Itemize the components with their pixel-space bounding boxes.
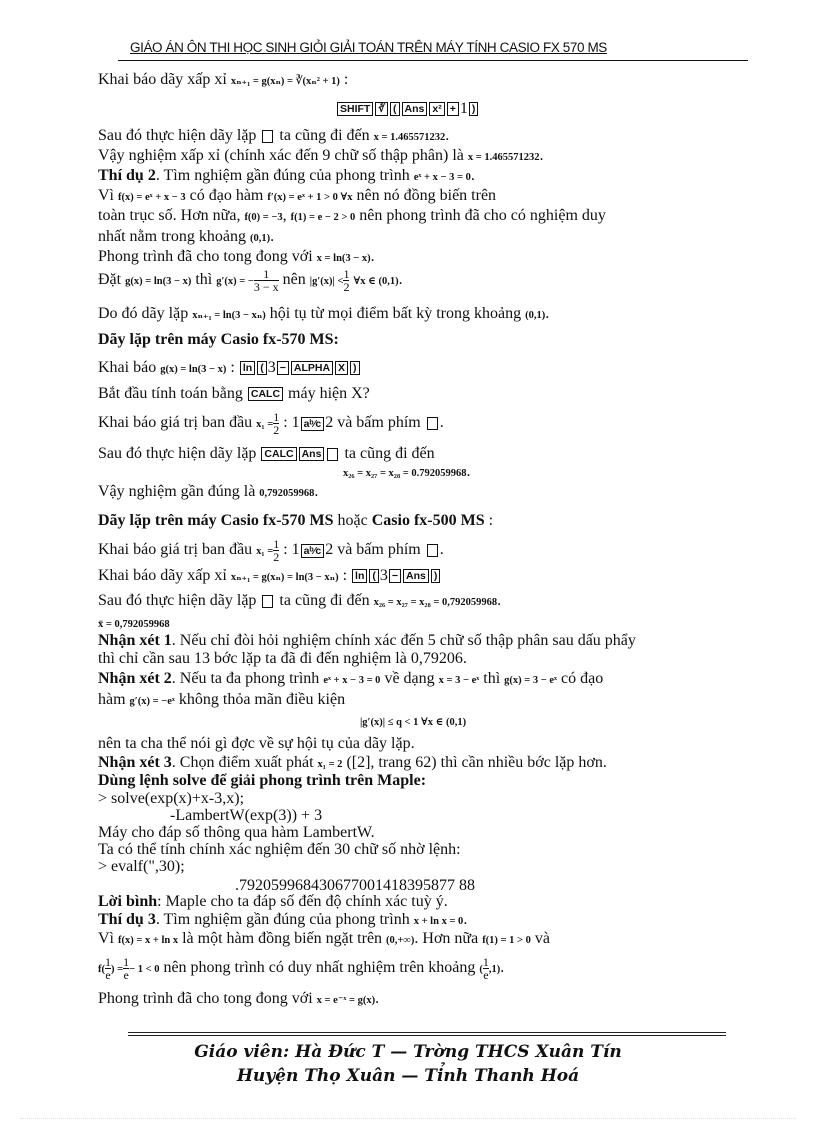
line-iterate-1: Sau đó thực hiện dãy lặp ta cũng đi đến x = 1.465571232. [98, 127, 450, 144]
line-initial-value-2: Khai báo giá trị ban đầu x₁ = $\frac{1}{2}$ : 1 aᵇ⁄c 2 và bấm phím . [98, 537, 444, 564]
section-casio-570: Dãy lặp trên máy Casio fx-570 MS: [98, 331, 339, 348]
line-approx-result-1: Vậy nghiệm xấp xỉ (chính xác đến 9 chữ số thập phân) là x = 1.465571232. [98, 147, 544, 164]
key-rparen: ) [431, 569, 441, 583]
key-alpha: ALPHA [291, 361, 333, 375]
key-lparen: ( [390, 102, 400, 116]
maple-evalf-output: .792059968430677001418395877 88 [235, 877, 475, 894]
key-ans: Ans [299, 447, 325, 461]
key-minus: − [277, 361, 289, 375]
page-header: GIÁO ÁN ÔN THI HỌC SINH GIỎI GIẢI TOÁN TRÊN MÁY TÍNH CASIO FX 570 MS [130, 40, 607, 55]
line-example-2: Thí dụ 2. Tìm nghiệm gần đúng của phong trình eˣ + x − 3 = 0. [98, 167, 475, 184]
commentary: Lời bình: Maple cho ta đáp số đến độ chính xác tuỳ ý. [98, 893, 448, 910]
key-lparen: ( [257, 361, 267, 375]
key-x-squared: x² [429, 102, 444, 116]
key-calc: CALC [261, 447, 296, 461]
key-calc: CALC [248, 387, 283, 401]
line-approx-result-3: x̄ = 0,792059968 [98, 619, 170, 630]
line-iterate-2-result: x₂₆ = x₂₇ = x₂₈ = 0.792059968. [343, 463, 471, 480]
line-converge: Do đó dãy lặp xₙ₊₁ = ln(3 − xₙ) hội tụ từ mọi điểm bất kỳ trong khoảng (0,1). [98, 305, 550, 322]
line-values: toàn trục số. Hơn nữa, f(0) = −3, f(1) = e − 2 > 0 nên phong trình đã cho có nghiệm duy [98, 207, 606, 224]
key-sequence-1 [336, 99, 479, 119]
equals-key-icon [427, 544, 438, 557]
example-3-monotone: Vì f(x) = x + ln x là một hàm đồng biến ngặt trên (0,+∞). Hơn nữa f(1) = 1 > 0 và [98, 930, 551, 947]
key-rparen: ) [350, 361, 360, 375]
line-equivalent: Phong trình đã cho tong đong với x = ln(3 − x). [98, 248, 375, 265]
key-plus: + [447, 102, 459, 116]
key-fraction: aᵇ⁄c [301, 544, 325, 558]
key-rparen: ) [469, 102, 479, 116]
line-initial-value-1: Khai báo giá trị ban đầu x₁ = $\frac{1}{2}$ : 1 aᵇ⁄c 2 và bấm phím . [98, 410, 444, 437]
remark-2-condition: |g′(x)| ≤ q < 1 ∀x ∈ (0,1) [360, 717, 467, 728]
equals-key-icon [262, 130, 273, 143]
footer-divider-bottom [128, 1035, 726, 1036]
maple-precision-note: Ta có thể tính chính xác nghiệm đến 30 chữ số nhờ lệnh: [98, 841, 461, 858]
digit-one: 1 [459, 100, 468, 117]
remark-2: Nhận xét 2. Nếu ta đa phong trình eˣ + x − 3 = 0 về dạng x = 3 − eˣ thì g(x) = 3 − eˣ có đạo [98, 670, 604, 687]
line-set-g: Đặt g(x) = ln(3 − x) thì g′(x) = − $\frac{1}{3 - x}$ nên |g′(x)| < $\frac{1}{2}$ ∀x ∈ (0,1). [98, 267, 403, 294]
line-approx-result-2: Vậy nghiệm gần đúng là 0,792059968. [98, 483, 319, 500]
example-3-interval: f( $\frac{1}{e}$ ) = $\frac{1}{e}$ − 1 < 0 nên phong trình có duy nhất nghiệm trên khoảng ( $\frac{1}{e}$ ,1). [98, 955, 505, 982]
key-cube-root: ∛ [375, 102, 388, 116]
key-ans: Ans [403, 569, 429, 583]
remark-2-conclusion: nên ta cha thể nói gì đợc về sự hội tụ của dãy lặp. [98, 735, 415, 752]
line-declare-g: Khai báo g(x) = ln(3 − x) : ln ( 3 − ALPHA X ) [98, 358, 361, 380]
key-shift: SHIFT [337, 102, 373, 116]
equals-key-icon [427, 417, 438, 430]
maple-solve-command: > solve(exp(x)+x-3,x); [98, 790, 245, 807]
header-divider [118, 60, 748, 61]
key-ln: ln [240, 361, 255, 375]
key-ln: ln [352, 569, 367, 583]
key-minus: − [389, 569, 401, 583]
maple-note: Máy cho đáp số thông qua hàm LambertW. [98, 824, 375, 841]
line-iterate-2: Sau đó thực hiện dãy lặp CALC Ans ta cũng đi đến [98, 445, 435, 462]
key-lparen: ( [369, 569, 379, 583]
maple-solve-output: -LambertW(exp(3)) + 3 [170, 807, 323, 824]
key-x: X [335, 361, 348, 375]
footer-district: Huyện Thọ Xuân — Tỉnh Thanh Hoá [236, 1066, 580, 1086]
line-derivative: Vì f(x) = eˣ + x − 3 có đạo hàm f′(x) = eˣ + 1 > 0 ∀x nên nó đồng biến trên [98, 187, 497, 204]
line-start-calc: Bắt đầu tính toán bằng CALC máy hiện X? [98, 385, 370, 402]
remark-1-cont: thì chỉ cần sau 13 bớc lặp ta đã đi đến nghiệm là 0,79206. [98, 650, 467, 667]
remark-3: Nhận xét 3. Chọn điểm xuất phát x₁ = 2 ([2], trang 62) thì cần nhiều bớc lặp hơn. [98, 754, 607, 771]
remark-1: Nhận xét 1. Nếu chỉ đòi hỏi nghiệm chính xác đến 5 chữ số thập phân sau dấu phẩy [98, 632, 636, 649]
line-iterate-3: Sau đó thực hiện dãy lặp ta cũng đi đến x₂₆ = x₂₇ = x₂₈ = 0,792059968. [98, 592, 502, 609]
footer-divider-top [128, 1032, 726, 1033]
page-bottom-edge [20, 1118, 796, 1119]
section-maple: Dùng lệnh solve để giải phong trình trên Maple: [98, 772, 427, 789]
key-ans: Ans [402, 102, 428, 116]
line-declare-sequence-2: Khai báo dãy xấp xỉ xₙ₊₁ = g(xₙ) = ln(3 − xₙ) : ln ( 3 − Ans ) [98, 566, 441, 588]
line-declare-sequence-1: Khai báo dãy xấp xỉ xₙ₊₁ = g(xₙ) = ∛(xₙ² + 1) : [98, 71, 349, 88]
maple-evalf-command: > evalf(",30); [98, 858, 185, 875]
remark-2-cont: hàm g′(x) = −eˣ không thỏa mãn điều kiện [98, 691, 346, 708]
example-3: Thí dụ 3. Tìm nghiệm gần đúng của phong trình x + ln x = 0. [98, 911, 468, 928]
footer-teacher: Giáo viên: Hà Đức T — Trờng THCS Xuân Tín [194, 1042, 622, 1062]
equals-key-icon [262, 595, 273, 608]
example-3-equivalent: Phong trình đã cho tong đong với x = e⁻ˣ = g(x). [98, 990, 380, 1007]
equals-key-icon [327, 448, 338, 461]
section-casio-570-500: Dãy lặp trên máy Casio fx-570 MS hoặc Casio fx-500 MS : [98, 512, 494, 529]
line-interval: nhất nằm trong khoảng (0,1). [98, 228, 275, 245]
key-fraction: aᵇ⁄c [301, 417, 325, 431]
